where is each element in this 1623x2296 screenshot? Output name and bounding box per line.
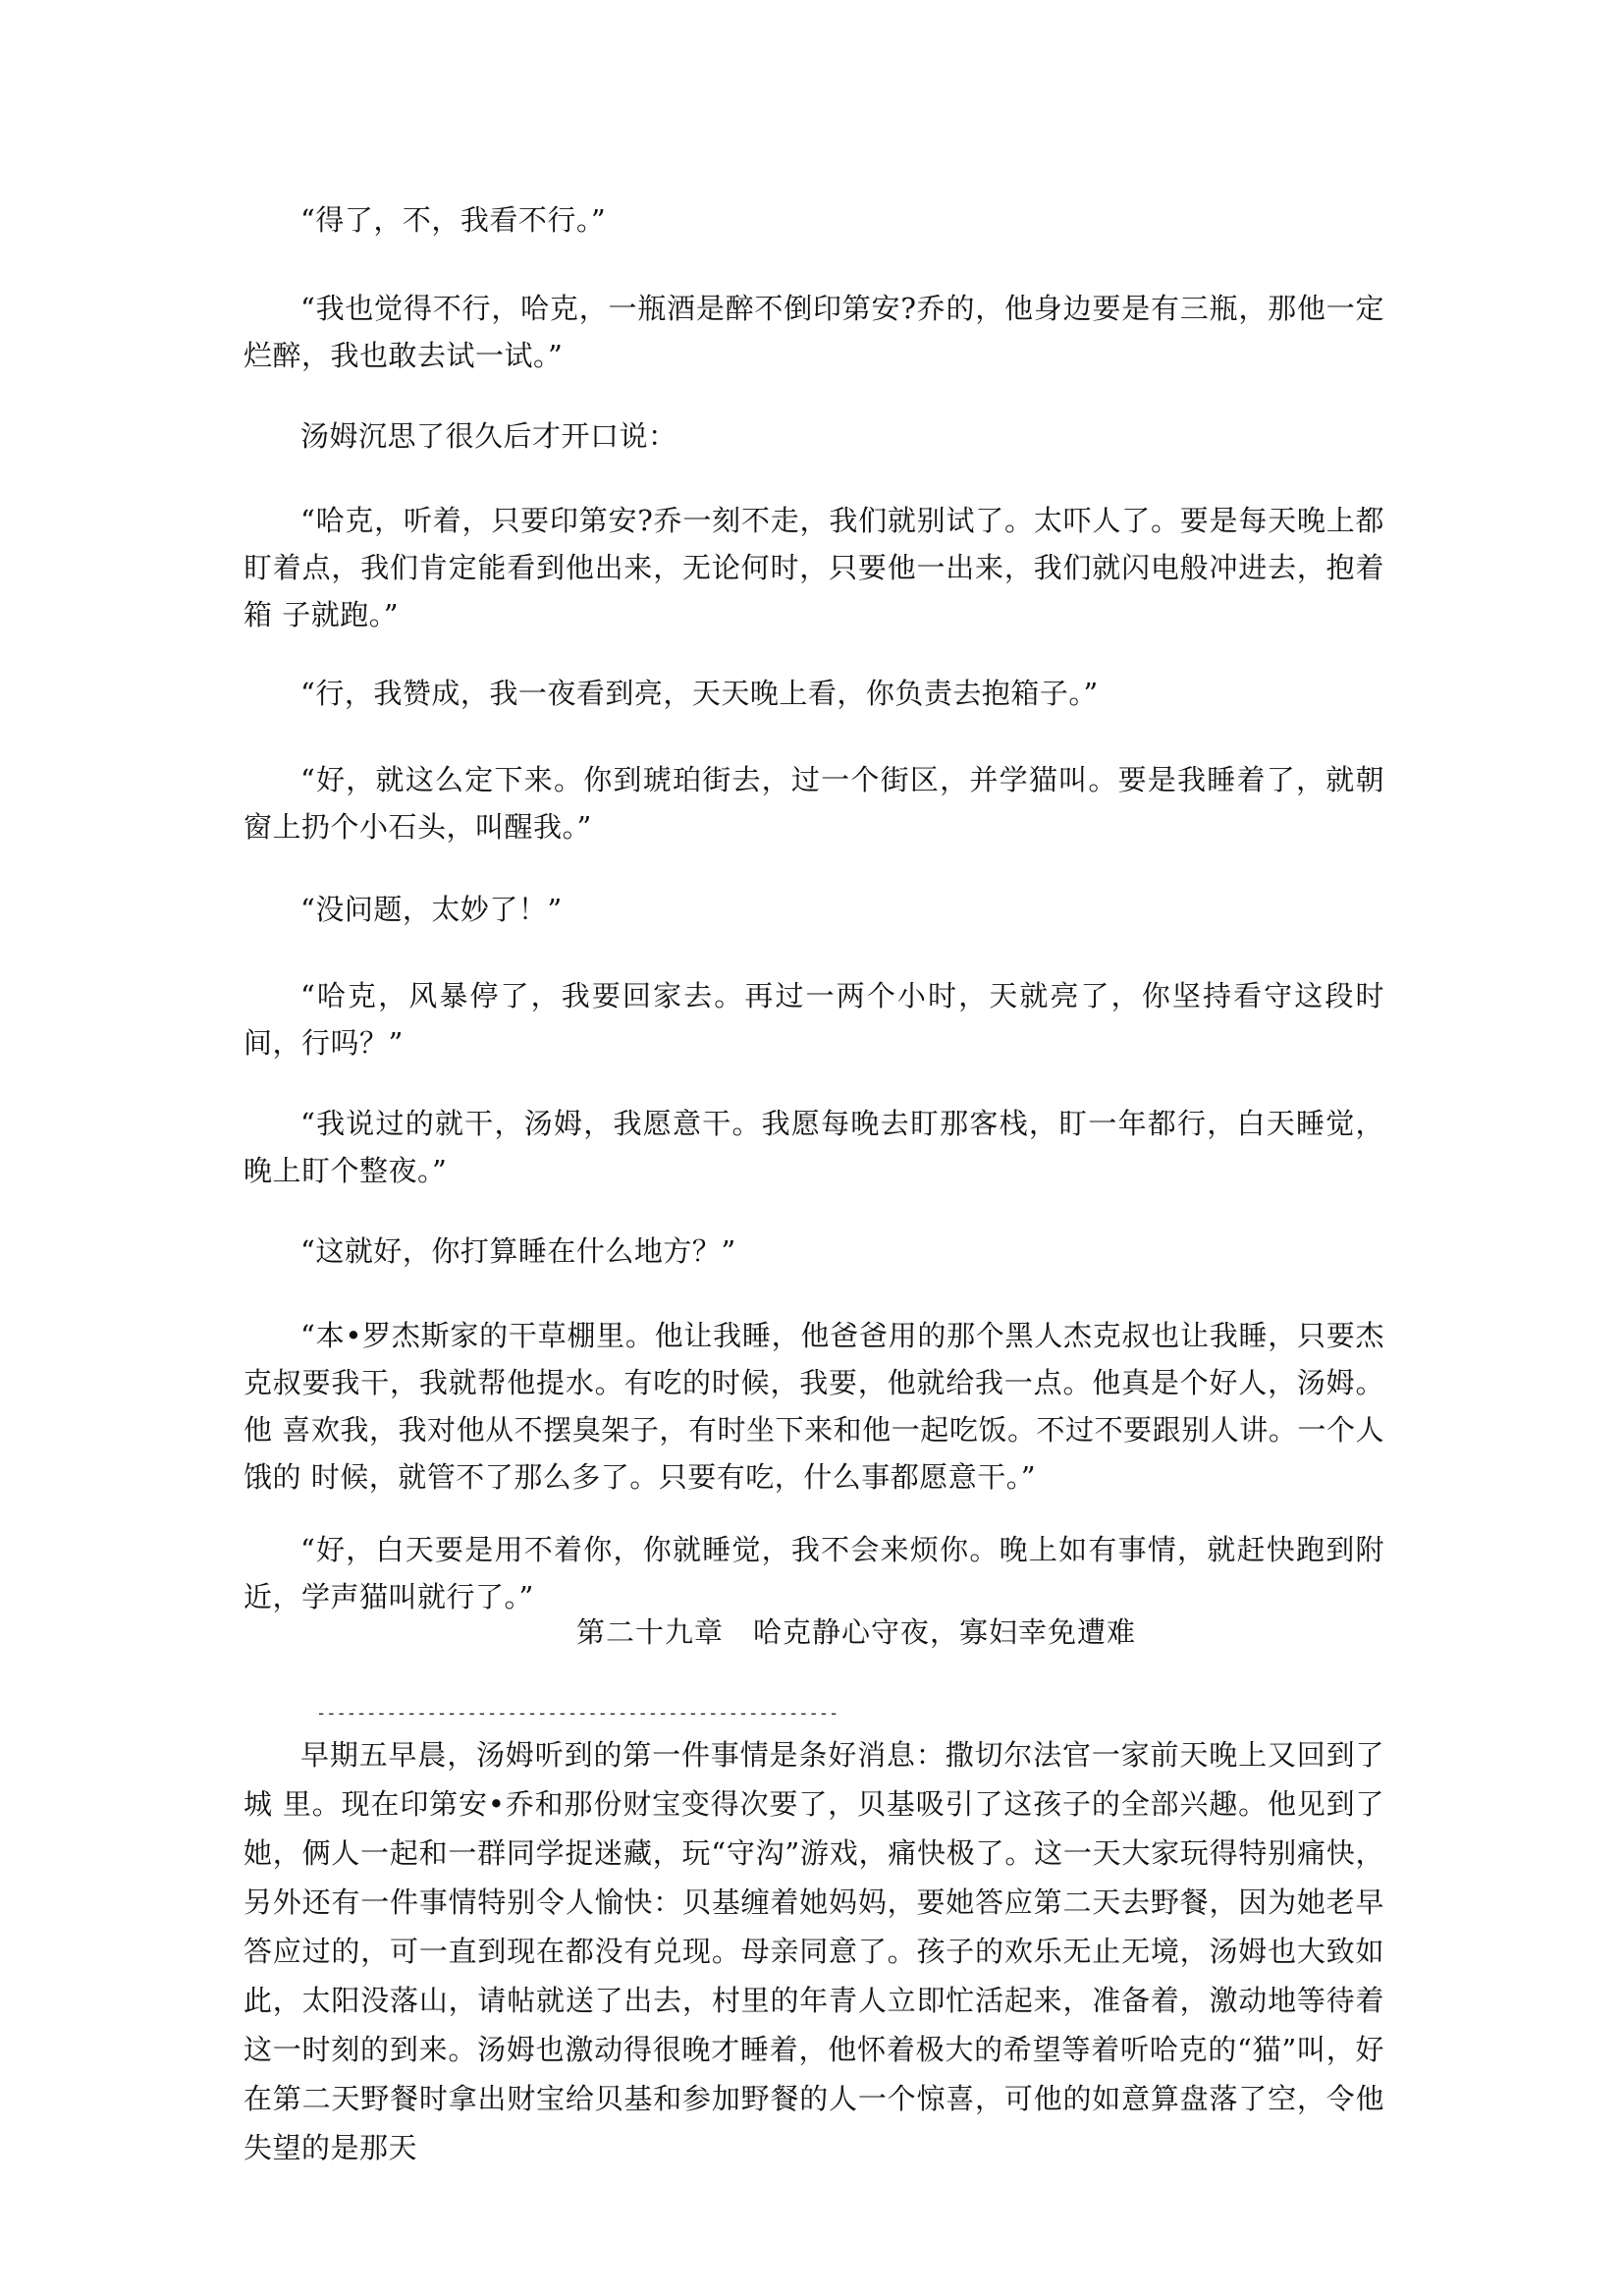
separator-line: ---------------------------------------------------- bbox=[316, 1704, 839, 1723]
paragraph-10: “这就好，你打算睡在什么地方？” bbox=[300, 1234, 736, 1268]
paragraph-6: “好，就这么定下来。你到琥珀街去，过一个街区，并学猫叫。要是我睡着了，就朝窗上扔个小石头，叫醒我。” bbox=[243, 763, 1384, 844]
paragraph-7: “没问题，太妙了！” bbox=[300, 893, 563, 926]
paragraph-3: 汤姆沉思了很久后才开口说： bbox=[300, 419, 677, 453]
paragraph-9: “我说过的就干，汤姆，我愿意干。我愿每晚去盯那客栈，盯一年都行，白天睡觉，晚上盯个整夜。” bbox=[243, 1107, 1384, 1187]
paragraph-4: “哈克，听着，只要印第安?乔一刻不走，我们就别试了。太吓人了。要是每天晚上都 盯着点，我们肯定能看到他出来，无论何时，只要他一出来，我们就闪电般冲进去，抱着箱 子就跑。” bbox=[243, 504, 1384, 631]
paragraph-8: “哈克，风暴停了，我要回家去。再过一两个小时，天就亮了，你坚持看守这段时间，行吗？” bbox=[243, 979, 1384, 1060]
paragraph-11: “本•罗杰斯家的干草棚里。他让我睡，他爸爸用的那个黑人杰克叔也让我睡，只要杰 克叔要我干，我就帮他提水。有吃的时候，我要，他就给我一点。他真是个好人，汤姆。他 喜欢我，我对他从不摆臭架子，有时坐下来和他一起吃饭。不过不要跟别人讲。一个人饿的 时候，就管不了那么多了。只要有吃，什么事都愿意干。” bbox=[243, 1319, 1384, 1494]
paragraph-12: “好，白天要是用不着你，你就睡觉，我不会来烦你。晚上如有事情，就赶快跑到附 近，学声猫叫就行了。” bbox=[243, 1533, 1384, 1613]
paragraph-2: “我也觉得不行，哈克，一瓶酒是醉不倒印第安?乔的，他身边要是有三瓶，那他一定 烂醉，我也敢去试一试。” bbox=[243, 292, 1384, 372]
paragraph-1: “得了，不，我看不行。” bbox=[300, 203, 607, 237]
chapter-title: 第二十九章 哈克静心守夜，寡妇幸免遭难 bbox=[575, 1615, 1136, 1649]
final-paragraph: 早期五早晨，汤姆听到的第一件事情是条好消息：撒切尔法官一家前天晚上又回到了城 里。现在印第安•乔和那份财宝变得次要了，贝基吸引了这孩子的全部兴趣。他见到了她，俩人一起和一群同学捉迷藏，玩“守沟”游戏，痛快极了。这一天大家玩得特别痛快，另外还有一件事情特别令人愉快：贝基缠着她妈妈，要她答应第二天去野餐，因为她老早答应过的，可一直到现在都没有兑现。母亲同意了。孩子的欢乐无止无境，汤姆也大致如此，太阳没落山，请帖就送了出去，村里的年青人立即忙活起来，准备着，激动地等待着这一时刻的到来。汤姆也激动得很晚才睡着，他怀着极大的希望等着听哈克的“猫”叫，好在第二天野餐时拿出财宝给贝基和参加野餐的人一个惊喜，可他的如意算盘落了空，令他失望的是那天 bbox=[243, 1738, 1384, 2164]
paragraph-5: “行，我赞成，我一夜看到亮，天天晚上看，你负责去抱箱子。” bbox=[300, 677, 1099, 710]
